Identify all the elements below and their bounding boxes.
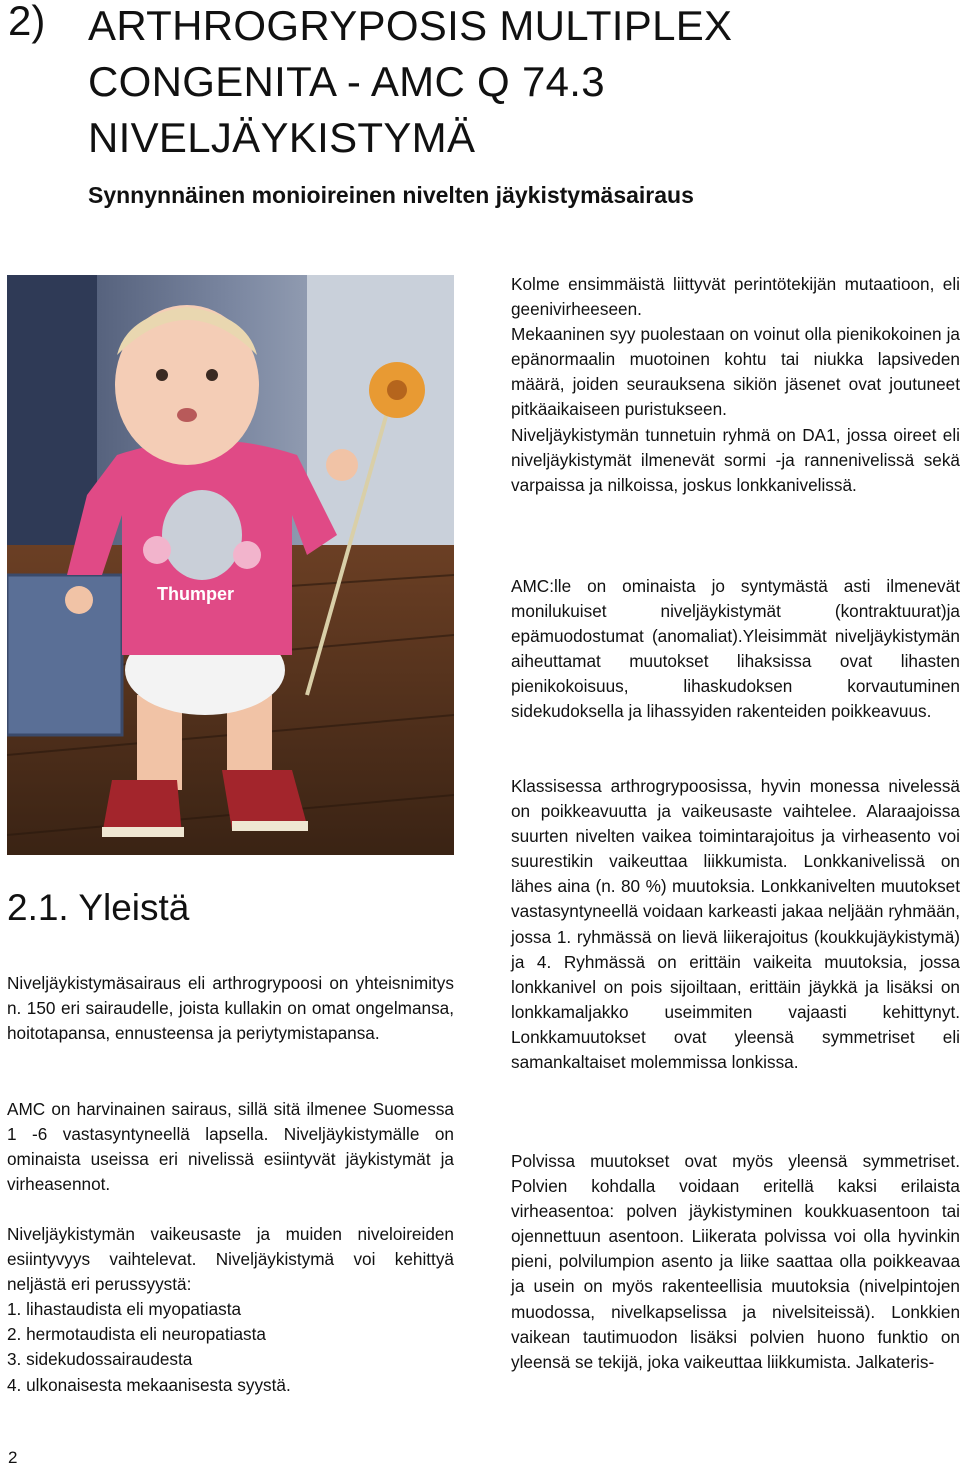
paragraph: Kolme ensimmäistä liittyvät perintötekijän mutaatioon, eli geenivirheeseen. (511, 274, 960, 320)
paragraph: Mekaaninen syy puolestaan on voinut olla pienikokoinen ja epänormaalin muotoinen kohtu tai niukka lapsiveden määrä, joiden seurauksena sikiön jäsenet ovat joutuneet pitkäaikaiseen puristukseen. (511, 324, 960, 420)
left-column-block-3 (7, 1222, 454, 1398)
list-item: 3. sidekudossairaudesta (7, 1349, 193, 1370)
paragraph: Polvissa muutokset ovat myös yleensä symmetriset. Polvien kohdalla voidaan eritellä kaksi erilaista virheasentoa: polven jäykistyminen koukkuasentoon tai ojennettuun asentoon. Liikerata polvissa voi olla hyvinkin pieni, polvilumpion asento ja liike saattaa olla poikkeavaa ja usein on myös rakenteellisia muutoksia (nivelpintojen muodossa, nivelkapselissa ja nivelsiteissä). Lonkkien vaikean tautimuodon lisäksi polvien huono funktio on yleensä se tekijä, joka vaikeuttaa liikkumista. Jalkateris- (511, 1151, 960, 1372)
title-line-1: ARTHROGRYPOSIS MULTIPLEX (88, 2, 733, 49)
list-item: 4. ulkonaisesta mekaanisesta syystä. (7, 1374, 291, 1395)
paragraph: AMC on harvinainen sairaus, sillä sitä ilmenee Suomessa 1 -6 vastasyntyneellä lapsella. Niveljäykistymälle on ominaista useissa eri nivelissä esiintyvät jäykistymät ja virheasennot. (7, 1099, 454, 1195)
left-column-block-1 (7, 971, 454, 1046)
paragraph: Niveljäykistymän tunnetuin ryhmä on DA1, jossa oireet eli niveljäykistymät ilmenevät sormi -ja rannenivelissä sekä varpaissa ja nilkoissa, joskus lonkkanivelissä. (511, 424, 960, 495)
list-item: 2. hermotaudista eli neuropatiasta (7, 1324, 266, 1345)
paragraph: Niveljäykistymäsairaus eli arthrogrypoosi on yhteisnimitys n. 150 eri sairaudelle, joista kullakin on omat ongelmansa, hoitotapansa, ennusteensa ja periytymistapansa. (7, 973, 454, 1044)
subtitle: Synnynnäinen monioireinen nivelten jäykistymäsairaus (88, 182, 694, 208)
right-column-block-4 (511, 1149, 960, 1375)
right-column (511, 272, 960, 498)
right-column-block-3 (511, 774, 960, 1075)
title-line-2: CONGENITA - AMC Q 74.3 (88, 58, 605, 105)
cause-list (7, 1297, 454, 1397)
shirt-print-text: Thumper (157, 584, 235, 604)
left-column-block-2 (7, 1097, 454, 1197)
list-item: 1. lihastaudista eli myopatiasta (7, 1299, 242, 1320)
page-title (88, 0, 732, 166)
child-photo (7, 275, 454, 855)
title-line-3: NIVELJÄYKISTYMÄ (88, 114, 476, 161)
paragraph: Niveljäykistymän vaikeusaste ja muiden niveloireiden esiintyvyys vaihtelevat. Niveljäykistymä voi kehittyä neljästä eri perussyystä: (7, 1224, 454, 1295)
paragraph: AMC:lle on ominaista jo syntymästä asti ilmenevät monilukuiset niveljäykistymät (kontraktuurat)ja epämuodostumat (anomaliat).Yleisimmät niveljäykistymän aiheuttamat muutokset lihaksissa ovat lihasten pienikokoisuus, lihaskudoksen korvautuminen sidekudoksella ja lihassyiden rakenteiden poikkeavuus. (511, 576, 960, 722)
paragraph: Klassisessa arthrogrypoosissa, hyvin monessa nivelessä on poikkeavuutta ja vaikeusaste vaihtelee. Alaraajoissa suurten nivelten vaikea toimintarajoitus ja virheasento voi suurestikin vaikeuttaa liikkumista. Lonkkanivelissä on lähes aina (n. 80 %) muutoksia. Lonkkanivelten muutokset vastasyntyneellä voidaan karkeasti jakaa neljään ryhmään, jossa 1. ryhmässä on lievä liikerajoitus (koukkujäykistymä) ja 4. Ryhmässä on erittäin vaikeita muutoksia, jossa lonkkanivel on pois sijoiltaan, erittäin jäykkä ja lisäksi on lonkkamaljakko useimmiten vajaasti kehittynyt. Lonkkamuutokset ovat yleensä symmetriset eli samankaltaiset molemmissa lonkissa. (511, 776, 960, 1073)
right-column-block-2 (511, 574, 960, 725)
chapter-number: 2) (8, 0, 46, 44)
section-heading: 2.1. Yleistä (7, 887, 190, 928)
page-number: 2 (8, 1448, 18, 1467)
